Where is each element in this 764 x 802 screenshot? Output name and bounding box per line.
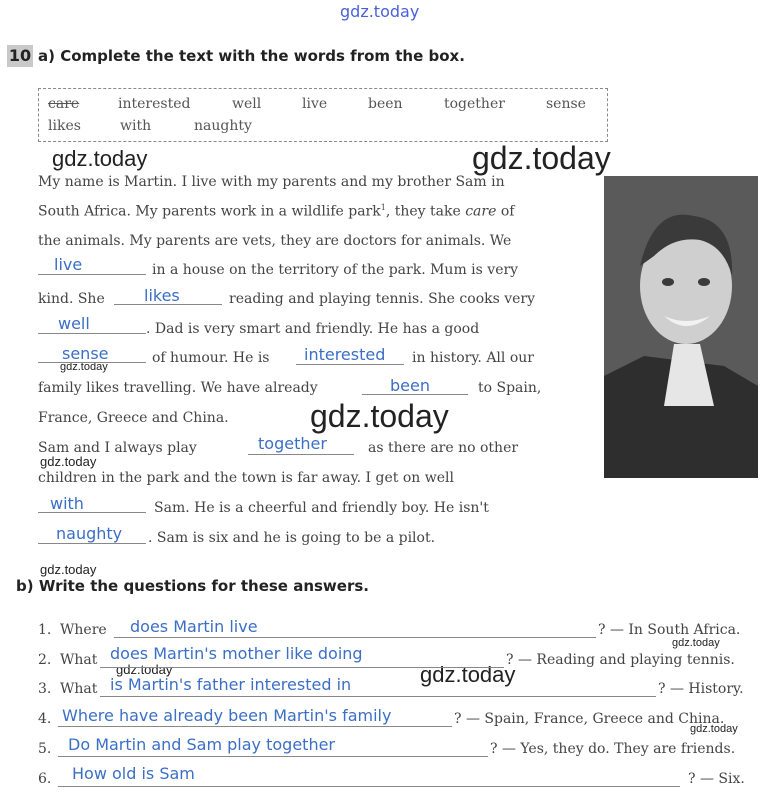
question-number: 1. xyxy=(38,622,52,638)
question-reply: ? — Yes, they do. They are friends. xyxy=(490,741,736,757)
question-answer: Do Martin and Sam play together xyxy=(68,735,336,754)
text-line: in history. All our xyxy=(412,350,534,366)
box-word: together xyxy=(444,96,505,112)
question-answer: is Martin's father interested in xyxy=(110,675,352,694)
watermark: gdz.today xyxy=(420,662,516,687)
question-answer: Where have already been Martin's family xyxy=(62,706,392,725)
answer-line xyxy=(100,666,504,668)
box-word: naughty xyxy=(194,118,252,134)
blank-line xyxy=(38,333,146,334)
answer-together: together xyxy=(258,434,327,453)
answer-line xyxy=(100,695,656,697)
answer-with: with xyxy=(50,494,84,513)
answer-line xyxy=(58,725,452,727)
text-line: kind. She xyxy=(38,291,105,307)
answer-been: been xyxy=(390,376,430,395)
blank-line xyxy=(296,364,404,365)
answer-likes: likes xyxy=(144,286,180,305)
text-line: of humour. He is xyxy=(152,350,270,366)
watermark-top: gdz.today xyxy=(340,2,420,21)
watermark: gdz.today xyxy=(52,146,148,171)
question-prefix: What xyxy=(60,681,98,697)
blank-line xyxy=(248,454,354,455)
blank-line xyxy=(38,543,146,544)
box-word: live xyxy=(302,96,328,112)
blank-line xyxy=(38,274,146,275)
question-reply: ? — Spain, France, Greece and China. xyxy=(454,711,725,727)
watermark: gdz.today xyxy=(690,723,738,735)
box-word: sense xyxy=(546,96,586,112)
text-line xyxy=(38,203,514,220)
box-word: care xyxy=(48,96,80,112)
watermark: gdz.today xyxy=(672,637,720,649)
question-answer: does Martin's mother like doing xyxy=(110,644,363,663)
question-prefix: Where xyxy=(60,622,107,638)
text-line: France, Greece and China. xyxy=(38,410,229,426)
text-segment: , they take xyxy=(385,203,461,220)
exercise-number: 10 xyxy=(8,46,32,65)
watermark: gdz.today xyxy=(40,562,97,577)
question-reply: ? — Reading and playing tennis. xyxy=(506,652,735,668)
box-word: interested xyxy=(118,96,191,112)
text-segment: of xyxy=(500,203,515,220)
question-number: 5. xyxy=(38,741,52,757)
text-line: children in the park and the town is far away. I get on well xyxy=(38,470,454,486)
question-answer: How old is Sam xyxy=(72,764,195,783)
box-word: been xyxy=(368,96,403,112)
part-a-title: a) Complete the text with the words from the box. xyxy=(38,47,465,65)
question-prefix: What xyxy=(60,652,98,668)
watermark: gdz.today xyxy=(472,140,611,176)
text-segment: South Africa. My parents work in a wildlife park xyxy=(38,203,381,220)
question-reply: ? — Six. xyxy=(688,771,745,787)
text-line: as there are no other xyxy=(368,440,519,456)
text-italic: care xyxy=(465,203,497,220)
text-line: Sam and I always play xyxy=(38,440,197,456)
text-line: . Sam is six and he is going to be a pilot. xyxy=(148,530,436,546)
box-word: with xyxy=(120,118,152,134)
watermark: gdz.today xyxy=(310,398,449,434)
answer-line xyxy=(58,755,488,757)
question-answer: does Martin live xyxy=(130,617,258,636)
watermark: gdz.today xyxy=(40,454,97,469)
text-line: My name is Martin. I live with my parents and my brother Sam in xyxy=(38,174,505,190)
text-line: to Spain, xyxy=(478,380,542,396)
answer-naughty: naughty xyxy=(56,524,123,543)
part-b-title: b) Write the questions for these answers. xyxy=(16,577,369,595)
question-number: 2. xyxy=(38,652,52,668)
answer-sense: sense xyxy=(62,344,109,363)
question-number: 4. xyxy=(38,711,52,727)
question-reply: ? — History. xyxy=(658,681,744,697)
answer-line xyxy=(58,785,680,787)
question-number: 6. xyxy=(38,771,52,787)
watermark: gdz.today xyxy=(60,361,108,373)
answer-line xyxy=(114,636,596,638)
text-line: reading and playing tennis. She cooks very xyxy=(229,291,536,307)
boy-photo xyxy=(604,176,758,478)
answer-well: well xyxy=(58,314,90,333)
question-reply: ? — In South Africa. xyxy=(598,622,741,638)
answer-live: live xyxy=(54,255,83,274)
footnote-mark: 1 xyxy=(380,203,386,212)
question-number: 3. xyxy=(38,681,52,697)
answer-interested: interested xyxy=(304,345,386,364)
text-line: Sam. He is a cheerful and friendly boy. He isn't xyxy=(154,500,489,516)
text-line: . Dad is very smart and friendly. He has a good xyxy=(146,321,480,337)
box-word: likes xyxy=(48,118,81,134)
text-line: family likes travelling. We have already xyxy=(38,380,318,396)
box-word: well xyxy=(232,96,262,112)
text-line: the animals. My parents are vets, they are doctors for animals. We xyxy=(38,233,512,249)
watermark: gdz.today xyxy=(116,662,173,677)
text-line: in a house on the territory of the park. Mum is very xyxy=(152,262,519,278)
